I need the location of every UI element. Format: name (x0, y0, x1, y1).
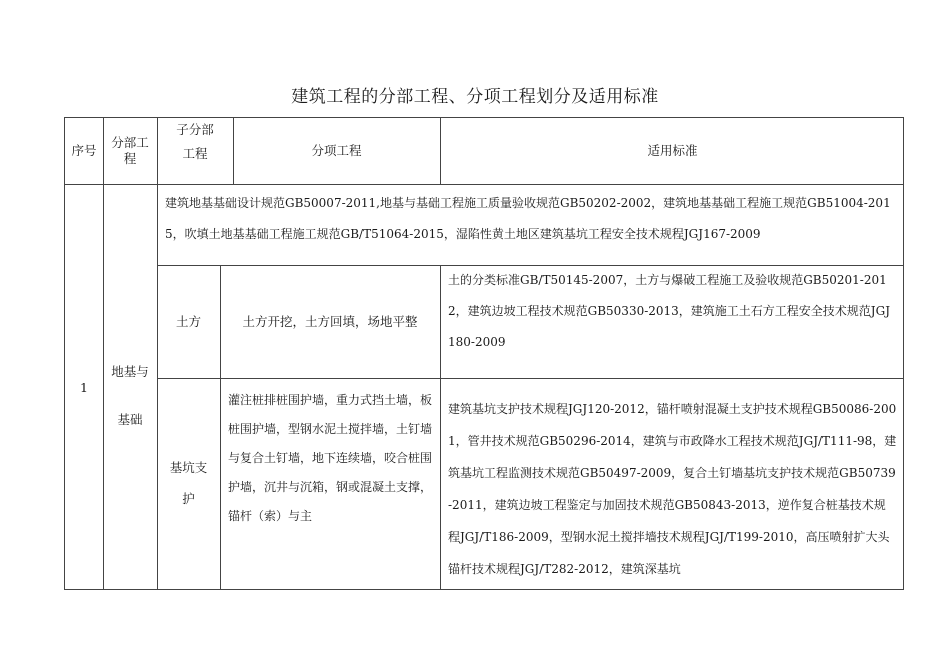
tufang-row-bottom-line (157, 378, 904, 379)
sub-jikeng-standards: 建筑基坑支护技术规程JGJ120-2012，锚杆喷射混凝土支护技术规程GB50086-2001，管井技术规范GB50296-2014，建筑与市政降水工程技术规范JGJ/T111-98，建筑基坑工程监测技术规范GB50497-2009，复合土钉墙基坑支护技术规范GB50739-2011，建筑边坡工程鉴定与加固技术规范GB50843-2013，逆作复合桩基技术规程JGJ/T186-2009，型钢水泥土搅拌墙技术规程JGJ/T199-2010，高压喷射扩大头锚杆技术规程JGJ/T282-2012，建筑深基坑 (448, 402, 897, 576)
sub-tufang-name: 土方 (175, 313, 201, 329)
row-seq: 1 (80, 379, 88, 395)
header-division: 分部工 程 (111, 135, 149, 166)
standards-table (64, 117, 904, 590)
header-standard: 适用标准 (647, 143, 698, 158)
header-seq: 序号 (71, 143, 97, 158)
row-division-line1: 地基与 (111, 364, 149, 379)
header-subdivision-top: 子分部 (176, 122, 214, 137)
general-standards: 建筑地基基础设计规范GB50007-2011,地基与基础工程施工质量验收规范GB50202-2002，建筑地基基础工程施工规范GB51004-2015，吹填土地基基础工程施工规范GB/T51064-2015，湿陷性黄土地区建筑基坑工程安全技术规程JGJ167-2009 (165, 196, 891, 241)
header-subdivision (157, 118, 233, 184)
sub-jikeng-items: 灌注桩排桩围护墙，重力式挡土墙，板桩围护墙，型钢水泥土搅拌墙，土钉墙与复合土钉墙，地下连续墙，咬合桩围护墙，沉井与沉箱，钢或混凝土支撑，锚杆（索）与主 (228, 393, 433, 523)
header-item: 分项工程 (311, 143, 362, 158)
sub-jikeng-name (157, 378, 220, 590)
sub-jikeng-name-line1: 基坑支 (169, 460, 208, 475)
header-subdivision-bottom: 工程 (182, 146, 208, 161)
row-division (103, 184, 157, 590)
sub-jikeng-name-line2: 护 (182, 491, 195, 506)
document-title: 建筑工程的分部工程、分项工程划分及适用标准 (291, 87, 659, 107)
sub-tufang-items: 土方开挖，土方回填，场地平整 (242, 313, 418, 329)
header-bottom-line (65, 184, 904, 185)
sub-tufang-standards: 土的分类标准GB/T50145-2007，土方与爆破工程施工及验收规范GB50201-2012，建筑边坡工程技术规范GB50330-2013，建筑施工土石方工程安全技术规范JGJ180-2009 (448, 273, 891, 349)
row-division-line2: 基础 (117, 412, 143, 427)
